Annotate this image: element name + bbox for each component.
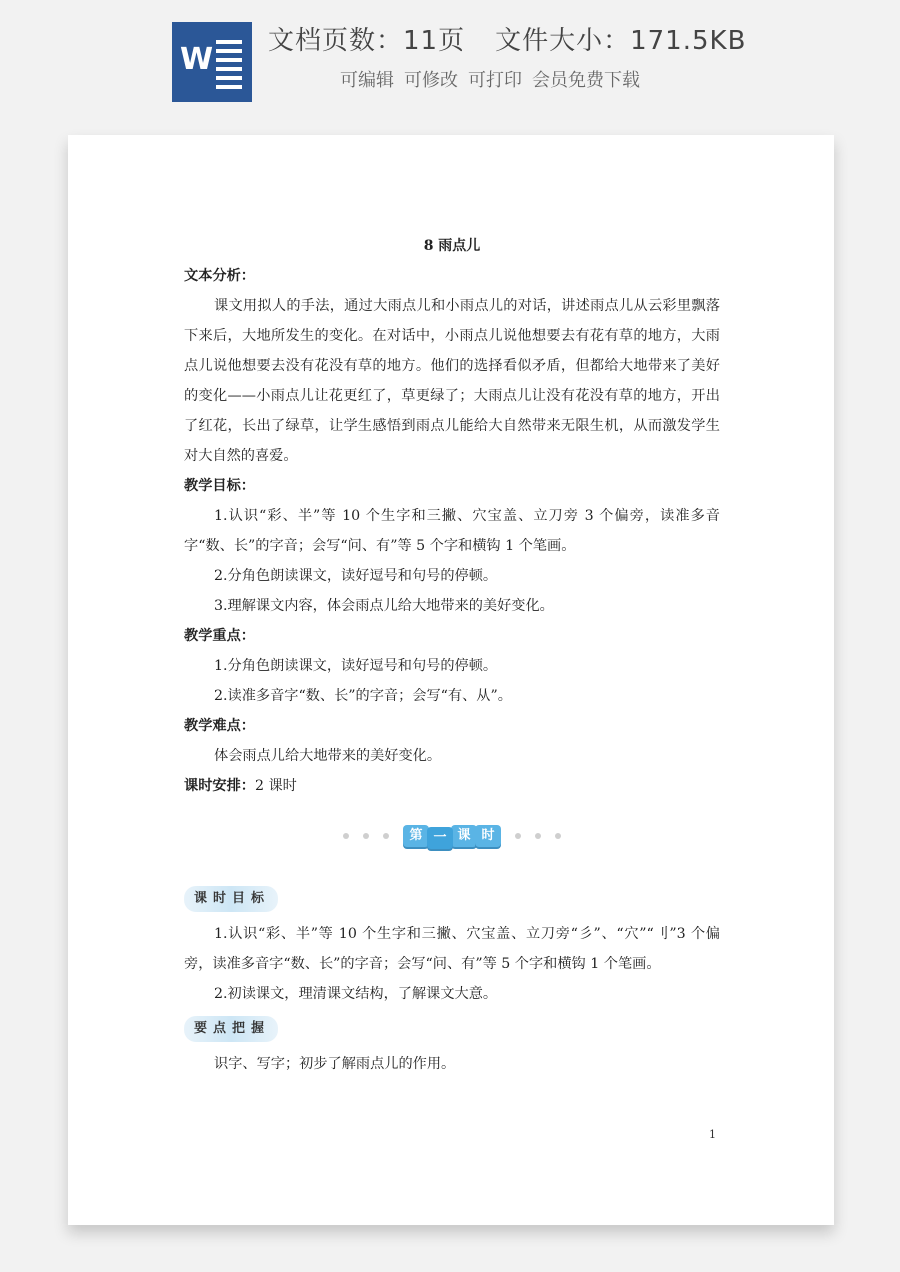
document-title: 8 雨点儿: [423, 238, 481, 254]
lesson-badge-char: 课: [451, 825, 477, 847]
difficulty-heading: 教学难点：: [184, 718, 255, 734]
focus-item: 2.读准多音字“数、长”的字音；会写“有、从”。: [214, 688, 512, 704]
feature-member-download: 会员免费下载: [532, 70, 640, 91]
feature-list: [340, 66, 650, 92]
divider-dot: [515, 833, 521, 839]
word-document-icon: [172, 22, 252, 102]
lesson-goals-tag: 课时目标: [184, 886, 278, 912]
focus-item: 1.分角色朗读课文，读好逗号和句号的停顿。: [214, 658, 498, 674]
divider-dot: [535, 833, 541, 839]
feature-printable: 可打印: [468, 70, 522, 91]
page-count-label: 文档页数：11页: [268, 26, 466, 56]
lesson-goals-tag-row: [184, 879, 720, 919]
schedule-value: 2 课时: [254, 778, 297, 794]
page-number: 1: [709, 1128, 716, 1141]
goal-item: 3.理解课文内容，体会雨点儿给大地带来的美好变化。: [214, 598, 554, 614]
difficulty-text: 体会雨点儿给大地带来的美好变化。: [214, 748, 442, 764]
divider-dot: [363, 833, 369, 839]
document-lines-icon: [216, 40, 242, 94]
divider-dot: [383, 833, 389, 839]
schedule-heading: 课时安排：: [184, 778, 255, 794]
goal-item: 2.分角色朗读课文，读好逗号和句号的停顿。: [214, 568, 498, 584]
key-points-tag-row: [184, 1009, 720, 1049]
lesson-badge: [404, 825, 500, 847]
lesson-badge-char: 时: [475, 825, 501, 847]
analysis-paragraph: 课文用拟人的手法，通过大雨点儿和小雨点儿的对话，讲述雨点儿从云彩里飘落下来后，大地所发生的变化。在对话中，小雨点儿说他想要去有花有草的地方，大雨点儿说他想要去没有花没有草的地方。他们的选择看似矛盾，但都给大地带来了美好的变化——小雨点儿让花更红了，草更绿了；大雨点儿让没有花没有草的地方，开出了红花，长出了绿草，让学生感悟到雨点儿能给大自然带来无限生机，从而激发学生对大自然的喜爱。: [184, 298, 720, 464]
download-banner: [0, 0, 900, 120]
lesson-badge-char: 第: [403, 825, 429, 847]
analysis-heading: 文本分析：: [184, 268, 255, 284]
focus-heading: 教学重点：: [184, 628, 255, 644]
lesson-divider: [184, 811, 720, 861]
lesson-goal-item: 1.认识“彩、半”等 10 个生字和三撇、穴宝盖、立刀旁“彡”、“穴”“刂”3 个偏旁，读准多音字“数、长”的字音；会写“问、有”等 5 个字和横钩 1 个笔画。: [184, 926, 720, 972]
file-meta: [268, 20, 746, 57]
word-logo-letter: W: [180, 42, 214, 77]
lesson-goal-item: 2.初读课文，理清课文结构，了解课文大意。: [214, 986, 498, 1002]
goals-heading: 教学目标：: [184, 478, 255, 494]
key-points-tag: 要点把握: [184, 1016, 278, 1042]
lesson-badge-char: 一: [427, 827, 453, 849]
key-points-text: 识字、写字；初步了解雨点儿的作用。: [214, 1056, 456, 1072]
file-size-label: 文件大小：171.5KB: [495, 26, 747, 56]
schedule-line: [184, 771, 720, 801]
goal-item: 1.认识“彩、半”等 10 个生字和三撇、穴宝盖、立刀旁 3 个偏旁，读准多音字“数、长”的字音；会写“问、有”等 5 个字和横钩 1 个笔画。: [184, 508, 720, 554]
document-page: [68, 135, 834, 1225]
divider-dot: [343, 833, 349, 839]
feature-editable: 可编辑: [340, 70, 394, 91]
page-content: [184, 231, 720, 1079]
divider-dot: [555, 833, 561, 839]
feature-modifiable: 可修改: [404, 70, 458, 91]
